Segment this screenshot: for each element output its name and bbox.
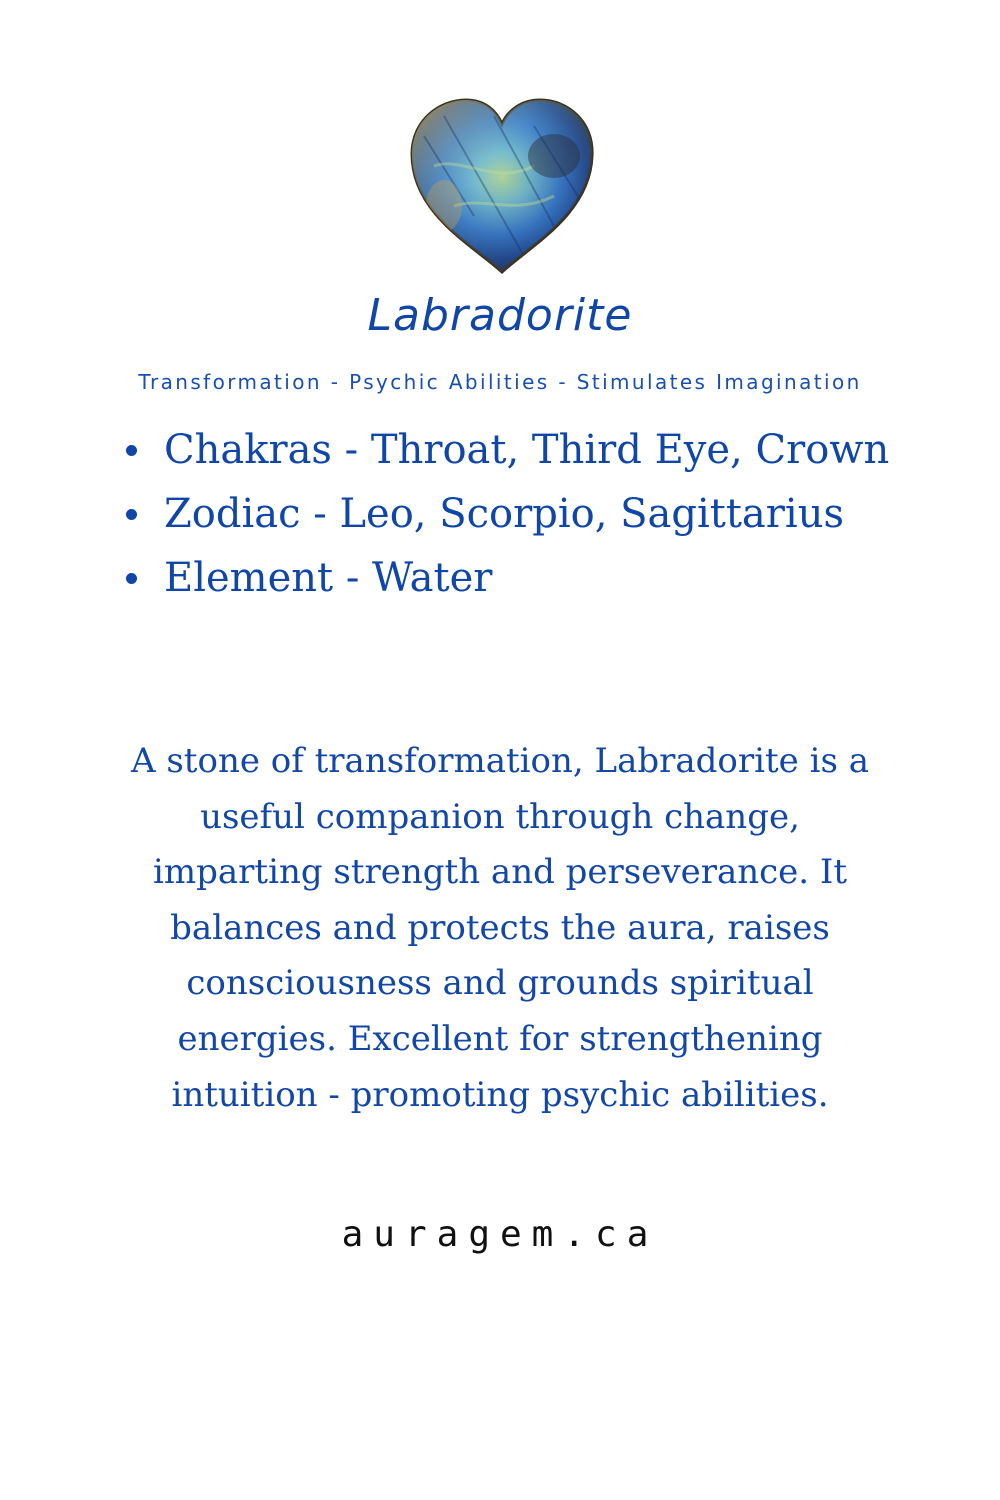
website-url: auragem.ca bbox=[341, 1214, 659, 1255]
property-item-zodiac bbox=[120, 482, 980, 546]
bullet-icon bbox=[126, 573, 137, 584]
property-item-chakras bbox=[120, 418, 980, 482]
property-text: Chakras - Throat, Third Eye, Crown bbox=[164, 427, 890, 473]
properties-list bbox=[120, 418, 980, 610]
property-text: Zodiac - Leo, Scorpio, Sagittarius bbox=[164, 491, 844, 537]
stone-description: A stone of transformation, Labradorite is a useful companion through change, imparting strength and perseverance. It balances and protects the aura, raises consciousness and grounds spiritual energies. Excellent for strengthening intuition - promoting psychic abilities. bbox=[131, 741, 869, 1115]
bullet-icon bbox=[126, 445, 137, 456]
labradorite-heart-image bbox=[404, 96, 600, 276]
stone-subtitle: Transformation - Psychic Abilities - Stimulates Imagination bbox=[138, 370, 862, 394]
property-text: Element - Water bbox=[164, 555, 493, 601]
bullet-icon bbox=[126, 509, 137, 520]
property-item-element bbox=[120, 546, 980, 610]
stone-title: Labradorite bbox=[367, 290, 633, 341]
